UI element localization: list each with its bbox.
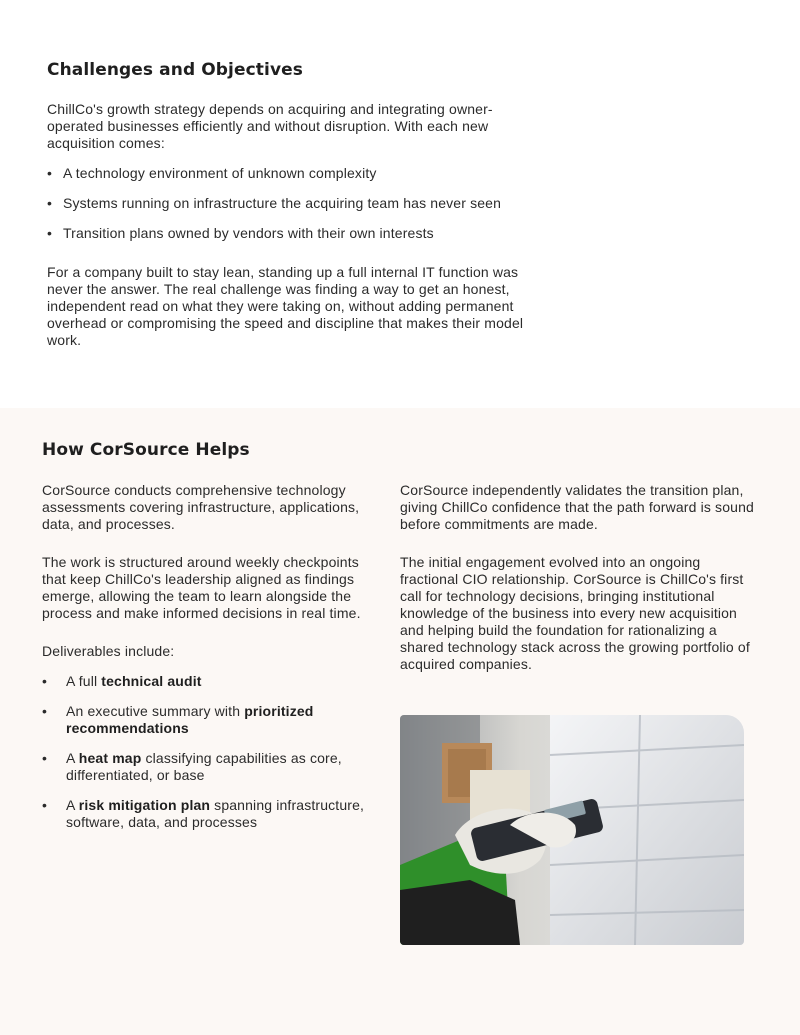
list-item: • A risk mitigation plan spanning infrastructure, software, data, and processes	[42, 797, 372, 831]
helps-heading: How CorSource Helps	[42, 440, 250, 460]
deliverables-list	[42, 673, 372, 844]
list-item: • A technology environment of unknown complexity	[47, 165, 567, 195]
challenges-heading: Challenges and Objectives	[47, 60, 303, 80]
list-item: • Transition plans owned by vendors with their own interests	[47, 225, 567, 255]
list-item: • Systems running on infrastructure the acquiring team has never seen	[47, 195, 567, 225]
list-item: • An executive summary with prioritized recommendations	[42, 703, 372, 737]
left-paragraph-2: The work is structured around weekly checkpoints that keep ChillCo's leadership aligned as findings emerge, allowing the team to learn alongside the process and make informed decisions in real time.	[42, 554, 361, 621]
warehouse-scanner-photo	[400, 715, 744, 945]
challenges-section	[0, 0, 800, 408]
challenges-outro: For a company built to stay lean, standing up a full internal IT function was never the answer. The real challenge was finding a way to get an honest, independent read on what they were taking on, without adding permanent overhead or compromising the speed and discipline that makes their model work.	[47, 264, 524, 348]
challenges-list	[47, 165, 567, 255]
list-item: • A heat map classifying capabilities as core, differentiated, or base	[42, 750, 372, 784]
list-item: • A full technical audit	[42, 673, 372, 690]
challenges-intro: ChillCo's growth strategy depends on acquiring and integrating owner-operated businesses efficiently and without disruption. With each new acquisition comes:	[47, 101, 493, 151]
right-paragraph-2: The initial engagement evolved into an ongoing fractional CIO relationship. CorSource is ChillCo's first call for technology decisions, bringing institutional knowledge of the business into every new acquisition and helping build the foundation for rationalizing a shared technology stack across the growing portfolio of acquired companies.	[400, 554, 750, 672]
left-paragraph-1: CorSource conducts comprehensive technology assessments covering infrastructure, applications, data, and processes.	[42, 482, 360, 532]
right-paragraph-1: CorSource independently validates the transition plan, giving ChillCo confidence that the path forward is sound before commitments are made.	[400, 482, 754, 532]
deliverables-intro: Deliverables include:	[42, 643, 175, 659]
